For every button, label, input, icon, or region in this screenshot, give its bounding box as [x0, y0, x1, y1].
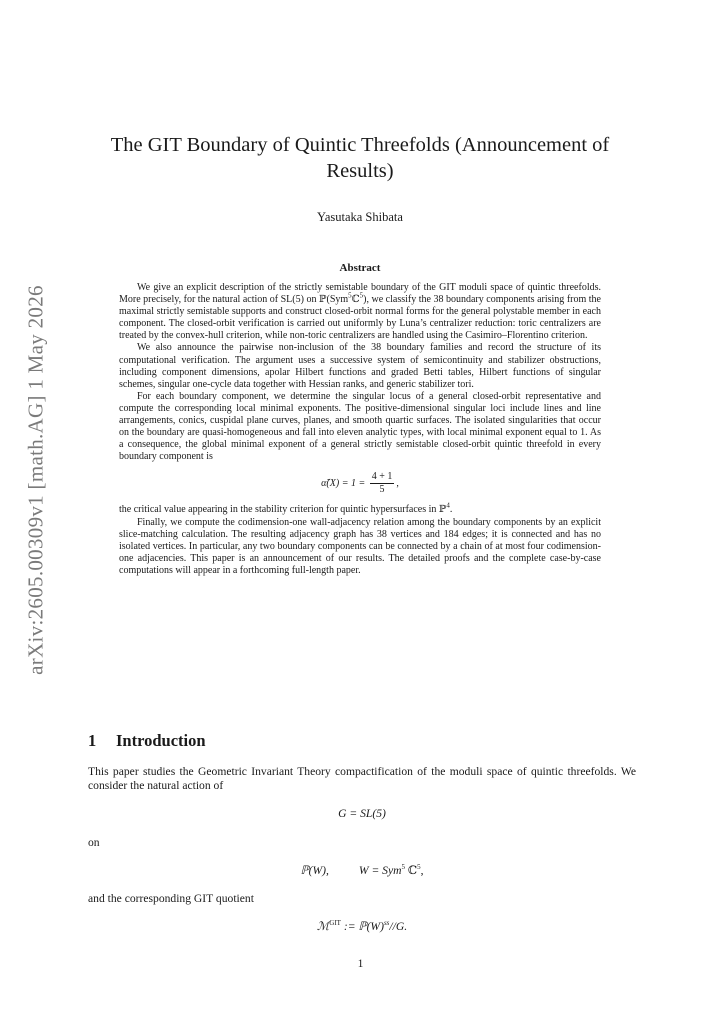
abstract-equation: α̃(X) = 1 = $\frac{4 + 1}{5}$ ,	[321, 471, 399, 496]
section-title: Introduction	[116, 731, 206, 750]
display-equation-3: ℳ$^{GIT}$ := $ℙ(W)^{ss}//G$.	[316, 919, 408, 934]
arxiv-sidebar-stamp	[8, 285, 64, 675]
abstract-paragraph-1: We give an explicit description of the strictly semistable boundary of the GIT moduli space of quintic threefolds. More precisely, for the natural action of SL(5) on ℙ(Sym$^5$ℂ$^5$), we classify the 38 boundary components arising from the maximal strictly semistable supports and construct closed-orbit normal forms for the general polystable member in each component. The closed-orbit verification is carried out uniformly by Luna’s centralizer reduction: toric centralizers are treated by the convex-hull criterion, while non-toric centralizers are handled using the Casimiro–Florentino criterion.	[119, 282, 601, 342]
page-number: 1	[357, 958, 364, 970]
display-equation-2: ℙ(W), W = Sym$^5$ ℂ$^5$,	[300, 862, 424, 877]
intro-paragraph-2: and the corresponding GIT quotient	[88, 892, 254, 906]
display-equation-1: G = SL(5)	[338, 807, 386, 821]
paper-title: The GIT Boundary of Quintic Threefolds (Announcement of Results)	[110, 134, 610, 182]
intro-paragraph-1: This paper studies the Geometric Invariant Theory compactification of the moduli space of quintic threefolds. We consider the natural action of	[88, 765, 636, 793]
arxiv-identifier: arXiv:2605.00309v1 [math.AG] 1 May 2026	[23, 285, 48, 675]
section-heading	[88, 731, 206, 751]
intro-on: on	[88, 835, 100, 849]
abstract	[119, 282, 601, 577]
abstract-paragraph-2: We also announce the pairwise non-inclusion of the 38 boundary families and record the structure of its computational verification. The argument uses a successive system of semicontinuity and stabilizer obstructions, including component dimensions, apolar Hilbert functions and graded Betti tables, Hilbert functions of singular schemes, singular one-cycle data together with Hessian ranks, and generic stabilizer tori.	[119, 342, 601, 390]
paper-author: Yasutaka Shibata	[317, 210, 403, 224]
abstract-heading: Abstract	[339, 262, 381, 274]
abstract-paragraph-3: For each boundary component, we determine the singular locus of a general closed-orbit representative and compute the corresponding local minimal exponents. The positive-dimensional singular loci include lines and line arrangements, conics, cuspidal plane curves, planes, and smooth quartic surfaces. The isolated singularities that occur on the boundary are quasi-homogeneous and fall into eleven analytic types, with local minimal exponent equal to 1. As a consequence, the global minimal exponent of a general strictly semistable closed-orbit quintic threefold in every boundary component is	[119, 390, 601, 463]
introduction-body	[88, 765, 636, 948]
abstract-paragraph-4: the critical value appearing in the stability criterion for quintic hypersurfaces in ℙ$^4$.	[119, 502, 453, 516]
section-number: 1	[88, 731, 97, 750]
abstract-paragraph-5: Finally, we compute the codimension-one wall-adjacency relation among the boundary components by an explicit slice-matching calculation. The resulting adjacency graph has 38 vertices and 184 edges; it is connected and has no isolated vertices. In particular, any two boundary components can be connected by a chain of at most four codimension-one adjacencies. This paper is an announcement of our results. The detailed proofs and the complete case-by-case computations will appear in a forthcoming full-length paper.	[119, 516, 601, 576]
